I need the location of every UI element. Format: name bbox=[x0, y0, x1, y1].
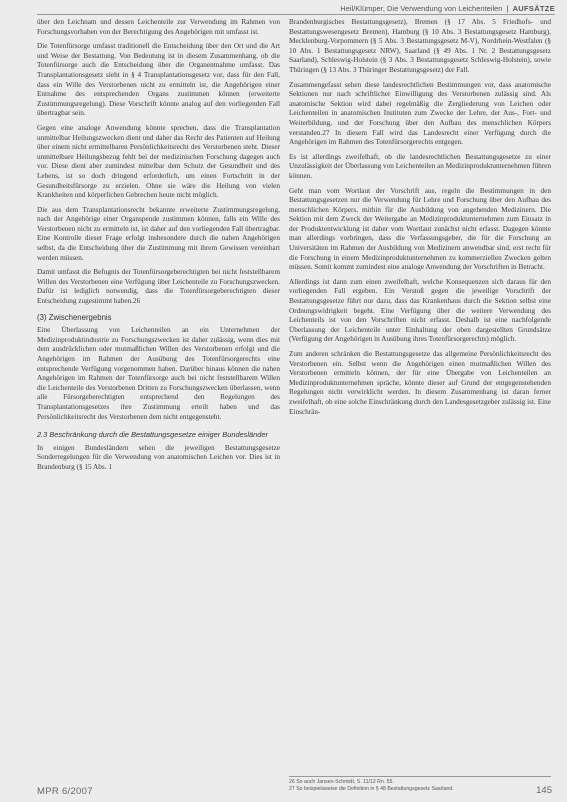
paragraph: In einigen Bundesländern sehen die jeweiligen Bestattungsgesetze Sonderregelungen für die Verwendung von anatomischen Leichen vor. Dies ist in Brandenburg (§ 15 Abs. 1 bbox=[37, 443, 280, 471]
paragraph: Eine Überlassung von Leichenteilen an ein Unternehmen der Medizinproduktindustrie zu Forschungszwecken ist daher zulässig, wenn dies mit dem ausdrücklichen oder mutmaßlichen Willen des Verstorbenen erfolgt und die Angehörigen im Rahmen der Ausübung des Totenfürsorgerechts eine entsprechende Verfügung vorgenommen haben. Darüber hinaus können die nahen Angehörigen im Rahmen der Totenfürsorge auch bei nicht feststellbarem Willen die Leichenteile des Verstorbenen Dritten zu Forschungszwecken überlassen, wenn alle Fürsorgeberechtigten entsprechend den Regelungen des Transplantationsgesetzes ihre Zustimmung erteilt haben und das Persönlichkeitsrecht des Verstorbenen dem nicht entgegensteht. bbox=[37, 326, 280, 421]
paragraph: Allerdings ist dann zum einen zweifelhaft, welche Konsequenzen sich daraus für den vorliegenden Fall ergeben. Ein Verstoß gegen die jeweilige Vorschrift der Bestattungsgesetze führt nur dazu, dass das Krankenhaus durch die Sektion selbst eine Ordnungswidrigkeit begeht. Eine Verfügung über die weitere Verwendung des Leichenteils ist von den Vorschriften nicht erfasst. Deshalb ist eine nachfolgende Überlassung der Leichenteile unter Einhaltung der oben dargestellten Grundsätze (Verfügung der Angehörigen in Ausübung ihres Totenfürsorgerechts) möglich. bbox=[289, 277, 551, 344]
paragraph: Die Totenfürsorge umfasst traditionell die Entscheidung über den Ort und die Art und Weise der Bestattung. Von Bedeutung ist in diesem Zusammenhang, ob die Totenfürsorge auch die Entscheidung über die Organentnahme umfasst. Das Transplantationsgesetz sieht in § 4 Transplantationsgesetz vor, dass für den Fall, dass ein Wille des Verstorbenen nicht zu ermitteln ist, die Angehörigen einer Entnahme des entsprechenden Organs zustimmen können (erweiterte Zustimmungsregelung). Diese Vorschrift könnte analog auf den vorliegenden Fall übertragbar sein. bbox=[37, 42, 280, 118]
paragraph: Zusammengefasst sehen diese landesrechtlichen Bestimmungen vor, dass anatomische Sektionen nur nach schriftlicher Einwilligung des Verstorbenen zulässig sind. Als anatomische Sektion wird dabei regelmäßig die Zergliederung von Leichen oder Leichenteilen in anatomischen Instituten zum Zwecke der Lehre, der Aus-, Fort- und Weiterbildung, und der Forschung über den Aufbau des menschlichen Körpers verstanden.27 In diesem Fall wird das Landesrecht einer Verfügung durch die Angehörigen im Rahmen des Totenfürsorgerechts entgegen. bbox=[289, 80, 551, 147]
paragraph: Gegen eine analoge Anwendung könnte sprechen, dass die Transplantation unmittelbar Heilungszwecken dient und daher das Recht des Patienten auf Heilung über einem nicht ermittelbaren Persönlichkeitsrecht des Verstorbenen steht. Dieser unmittelbare Heilungsbezug fehlt bei der medizinischen Forschung dagegen auch vor. Diese dient aber zumindest mittelbar dem Schutz der Gesundheit und des Lebens, ist so doch dringend erforderlich, um einen Fortschritt in der Gesundheitsfürsorge zu erzielen. Ohne sie wäre die Heilung von vielen Krankheiten und körperlichen Gebrechen heute nicht möglich. bbox=[37, 123, 280, 200]
right-column bbox=[289, 18, 551, 422]
journal-issue: MPR 6/2007 bbox=[37, 786, 93, 797]
footnote: 26 So auch Jansen-Schmidt, S. 11/12 Rn. 55. bbox=[289, 779, 394, 785]
running-title: Heil/Klümper, Die Verwendung von Leichenteilen bbox=[340, 4, 503, 13]
section-label: AUFSÄTZE bbox=[512, 4, 555, 13]
header-rule bbox=[37, 14, 555, 15]
subheading-bestattungsgesetze: 2.3 Beschränkung durch die Bestattungsgesetze einiger Bundesländer bbox=[37, 430, 268, 440]
paragraph: Brandenburgisches Bestattungsgesetz), Bremen (§ 17 Abs. 5 Friedhofs- und Bestattungswesengesetz Bremen), Hamburg (§ 10 Abs. 3 Bestattungsgesetz Hamburg), Mecklenburg-Vorpommern (§ 5 Abs. 3 Bestattungsgesetz M-V), Nordrhein-Westfalen (§ 10 Abs. 1 Bestattungsgesetz NRW), Saarland (§ 49 Abs. 1 Nr. 2 Bestattungsgesetz Saarland), Schleswig-Holstein (§ 3 Abs. 3 Bestattungsgesetz Schleswig-Holstein), sowie Thüringen (§ 13 Abs. 3 Thüringer Bestattungsgesetz) der Fall. bbox=[289, 18, 551, 74]
paragraph: Es ist allerdings zweifelhaft, ob die landesrechtlichen Bestattungsgesetze zu einer Unzulässigkeit der Überlassung von Leichenteilen an Medizinproduktunternehmen führen können. bbox=[289, 152, 551, 180]
subheading-zwischenergebnis: (3) Zwischenergebnis bbox=[37, 312, 112, 322]
running-header bbox=[340, 4, 555, 13]
left-column bbox=[37, 18, 280, 477]
footnotes bbox=[289, 776, 551, 793]
footnote: 27 So beispielsweise die Definition in § 48 Bestattungsgesetz Saarland. bbox=[289, 786, 454, 792]
page-number: 145 bbox=[536, 785, 552, 796]
paragraph: Geht man vom Wortlaut der Vorschrift aus, regeln die Bestimmungen in den Bestattungsgesetzen nur die Verwendung für Lehre und Forschung über den Aufbau des menschlichen Körpers, mithin für die Ausbildung von angehenden Medizinern. Die Sektion mit dem Zweck der Weitergabe an Medizinproduktunternehmen zum Einsatz in der Produktentwicklung ist daher vom Wortlaut zunächst nicht erfasst. Dagegen könnte man allerdings vorbringen, dass die Verfassungsgeber, die für die Forschung an Universitäten im Rahmen der Ausbildung von Medizinern anwendbar sind, erst recht für die Forschung in einem Medizinproduktunternehmen zu kommerziellen Zwecken gelten müssen. Somit kommt zumindest eine analoge Anwendung der Vorschriften in Betracht. bbox=[289, 186, 551, 272]
paragraph: Die aus dem Transplantationsrecht bekannte erweiterte Zustimmungsregelung, nach der Angehörige einer Organspende zustimmen können, falls ein Wille des Verstorbenen nicht zu ermitteln ist, ist daher auf den vorliegenden Fall übertragbar. Eine Kontrolle dieser Frage erfolgt insbesondere durch die nahen Angehörigen selbst, da die Entscheidung über die Zustimmung mit ihrem Gewissen vereinbart werden müssen. bbox=[37, 205, 280, 262]
paragraph: Zum anderen schränken die Bestattungsgesetze das allgemeine Persönlichkeitsrecht des Verstorbenen ein. Selbst wenn die Angehörigen einen mutmaßlichen Willen des Verstorbenen ermitteln können, der für eine Übergabe von Leichenteilen an Medizinproduktunternehmen spräche, könnte dieser auf Grund der entgegenstehenden Regelungen nicht verwirklicht werden. In diesem Zusammenhang ist daran ferner zweifelhaft, ob eine solche Einschränkung durch den Landesgesetzgeber zulässig ist. Eine Einschrän- bbox=[289, 350, 551, 416]
header-separator: | bbox=[506, 4, 509, 13]
paragraph: Damit umfasst die Befugnis der Totenfürsorgeberechtigten bei nicht feststellbarem Willen des Verstorbenen eine Verfügung über Leichenteile zu Forschungszwecken. Dafür ist lediglich notwendig, dass die Totenfürsorgeberechtigten dieser Entscheidung zugestimmt haben.26 bbox=[37, 268, 280, 306]
paragraph: über den Leichnam und dessen Leichenteile zur Verwendung im Rahmen von Forschungsvorhaben von der Berechtigung des Angehörigen mit umfasst ist. bbox=[37, 18, 280, 36]
